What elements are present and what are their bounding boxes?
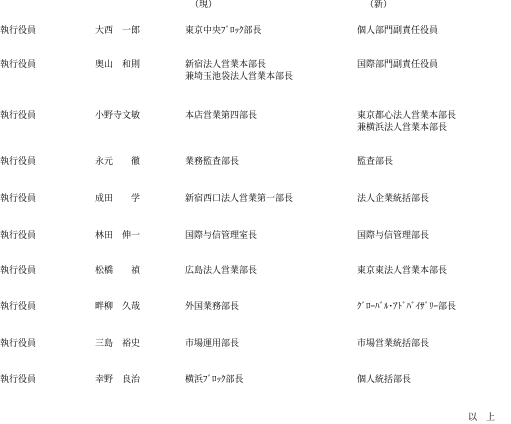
new-position-line: 法人企業統括部長 [357, 194, 430, 204]
officer-name: 大西 一郎 [95, 26, 141, 36]
new-position [357, 110, 456, 134]
officer-title: 執行役員 [0, 266, 37, 276]
officer-name: 幸野 良治 [95, 375, 141, 385]
current-position-line: 新宿西口法人営業第一部長 [185, 194, 294, 204]
new-position-line: 個人部門副責任役員 [357, 26, 439, 36]
current-position [185, 265, 257, 277]
officer-title: 執行役員 [0, 157, 37, 167]
new-position [357, 59, 438, 71]
current-position [185, 59, 293, 83]
current-position-line: 市場運用部長 [185, 339, 240, 349]
new-position-header: （新） [365, 0, 393, 10]
current-position [185, 193, 293, 205]
officer-title: 執行役員 [0, 375, 37, 385]
officer-name: 松橋 禎 [95, 266, 141, 276]
new-position-line: 東京都心法人営業本部長 [357, 111, 457, 121]
officer-name: 三島 裕史 [95, 339, 141, 349]
new-position-line: 監査部長 [357, 157, 394, 167]
officer-title: 執行役員 [0, 60, 37, 70]
new-position [357, 25, 438, 37]
current-position-line: 業務監査部長 [185, 157, 240, 167]
officer-title: 執行役員 [0, 194, 37, 204]
new-position-line: 国際部門副責任役員 [357, 60, 439, 70]
officer-name: 林田 伸一 [95, 231, 141, 241]
new-position-line: 兼横浜法人営業本部長 [357, 123, 448, 133]
current-position [185, 25, 262, 37]
current-position-line: 新宿法人営業本部長 [185, 60, 267, 70]
current-position-line: 外国業務部長 [185, 302, 240, 312]
officer-title: 執行役員 [0, 111, 37, 121]
current-position [185, 301, 239, 313]
current-position-line: 国際与信管理室長 [185, 231, 258, 241]
current-position [185, 156, 239, 168]
current-position-header: （現） [190, 0, 218, 10]
closing-mark: 以 上 [468, 413, 496, 423]
new-position [357, 338, 429, 350]
new-position-line: 市場営業統括部長 [357, 339, 430, 349]
new-position-line: ｸﾞﾛｰﾊﾞﾙ･ｱﾄﾞﾊﾞｲｻﾞﾘｰ部長 [357, 302, 457, 312]
officer-name: 小野寺文敏 [95, 111, 141, 121]
current-position-line: 兼埼玉池袋法人営業本部長 [185, 72, 294, 82]
new-position-line: 個人統括部長 [357, 375, 412, 385]
new-position [357, 156, 393, 168]
officer-title: 執行役員 [0, 26, 37, 36]
new-position [357, 374, 411, 386]
new-position [357, 193, 429, 205]
current-position [185, 110, 257, 122]
current-position-line: 横浜ﾌﾞﾛｯｸ部長 [185, 375, 244, 385]
officer-title: 執行役員 [0, 302, 37, 312]
new-position-line: 国際与信管理部長 [357, 231, 430, 241]
officer-title: 執行役員 [0, 339, 37, 349]
new-position-line: 東京東法人営業本部長 [357, 266, 448, 276]
current-position [185, 338, 239, 350]
current-position-line: 本店営業第四部長 [185, 111, 258, 121]
officer-name: 畔柳 久哉 [95, 302, 141, 312]
current-position-line: 東京中央ﾌﾞﾛｯｸ部長 [185, 26, 262, 36]
current-position-line: 広島法人営業部長 [185, 266, 258, 276]
new-position [357, 230, 429, 242]
officer-name: 永元 徹 [95, 157, 141, 167]
current-position [185, 230, 257, 242]
current-position [185, 374, 244, 386]
officer-name: 奥山 和則 [95, 60, 141, 70]
officer-title: 執行役員 [0, 231, 37, 241]
new-position [357, 301, 456, 313]
new-position [357, 265, 447, 277]
officer-name: 成田 学 [95, 194, 141, 204]
